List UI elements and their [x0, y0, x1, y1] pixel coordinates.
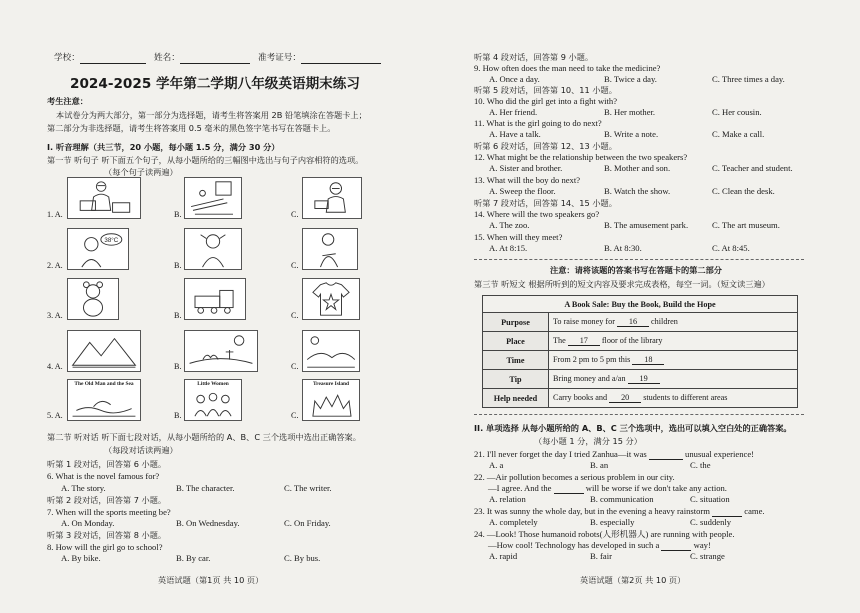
q6-option-b[interactable]: B. The character.	[176, 483, 235, 493]
table-row-head: Help needed	[483, 389, 549, 408]
q6-question: 6. What is the novel famous for?	[47, 471, 160, 481]
q6-cue: 听第 1 段对话，回答第 6 小题。	[47, 459, 167, 469]
picture-1a-man-cooking[interactable]	[67, 177, 141, 219]
table-row-content	[549, 313, 798, 332]
q22-option-c[interactable]: C. situation	[690, 494, 730, 504]
picture-1b-fishing[interactable]	[184, 177, 242, 219]
divider-top	[474, 259, 804, 260]
q12-option-b[interactable]: B. Mother and son.	[604, 163, 671, 173]
q14-cue: 听第 7 段对话，回答第 14、15 小题。	[474, 198, 617, 208]
q5-c-label: C.	[291, 411, 299, 420]
q12-option-c[interactable]: C. Teacher and student.	[712, 163, 793, 173]
picture-1c-reading[interactable]	[302, 177, 362, 219]
q4-c-label: C.	[291, 362, 299, 371]
q23-blank[interactable]	[712, 507, 742, 517]
section1-note: （每个句子读两遍）	[104, 167, 178, 177]
table-row-content	[549, 389, 798, 408]
exam-number-label: 准考证号：	[258, 53, 301, 63]
q22-blank[interactable]	[554, 484, 584, 494]
q1-c-label: C.	[291, 210, 299, 219]
table-row	[483, 389, 798, 408]
q12-option-a[interactable]: A. Sister and brother.	[489, 163, 563, 173]
name-label: 姓名：	[154, 53, 180, 63]
table-title-row	[483, 296, 798, 313]
table-row-head: Tip	[483, 370, 549, 389]
part1-heading: I. 听音理解（共三节，20 小题，每小题 1.5 分，满分 30 分）	[47, 142, 280, 152]
table-row-content	[549, 351, 798, 370]
thermometer-reading: 38°C	[104, 236, 119, 244]
q24-line-2: —How cool! Technology has developed in such a way!	[488, 540, 711, 550]
q10-option-a[interactable]: A. Her friend.	[489, 107, 538, 117]
q11-question: 11. What is the girl going to do next?	[474, 118, 602, 128]
q9-option-c[interactable]: C. Three times a day.	[712, 74, 785, 84]
q21-question: 21. I'll never forget the day I tried Zanhua—it was unusual experience!	[474, 449, 755, 459]
q1-b-label: B.	[174, 210, 182, 219]
table-row	[483, 351, 798, 370]
q4-label: 4. A.	[47, 362, 63, 371]
q8-option-b[interactable]: B. By car.	[176, 553, 211, 563]
q6-option-a[interactable]: A. The story.	[61, 483, 106, 493]
q14-option-a[interactable]: A. The zoo.	[489, 220, 530, 230]
q4-b-label: B.	[174, 362, 182, 371]
book-title-old-man-and-the-sea: The Old Man and the Sea	[74, 381, 134, 387]
q11-option-b[interactable]: B. Write a note.	[604, 129, 659, 139]
answer-blank-18[interactable]: 18	[632, 355, 664, 365]
q15-option-c[interactable]: C. At 8:45.	[712, 243, 750, 253]
footer-page-2: 英语试题（第2页 共 10 页）	[580, 575, 686, 585]
q24-line-1: 24. —Look! Those humanoid robots(人形机器人) are running with people.	[474, 529, 735, 539]
q13-option-c[interactable]: C. Clean the desk.	[712, 186, 775, 196]
picture-4c-grassland[interactable]	[302, 330, 360, 372]
book-title-treasure-island: Treasure Island	[312, 381, 350, 387]
q5-label: 5. A.	[47, 411, 63, 420]
q3-label: 3. A.	[47, 311, 63, 320]
table-row	[483, 313, 798, 332]
q1-label: 1. A.	[47, 210, 63, 219]
q7-option-c[interactable]: C. On Friday.	[284, 518, 331, 528]
row-text-before: The	[553, 336, 566, 345]
q24-option-a[interactable]: A. rapid	[489, 551, 518, 561]
q7-option-b[interactable]: B. On Wednesday.	[176, 518, 240, 528]
q11-option-c[interactable]: C. Make a call.	[712, 129, 765, 139]
table-row-head: Place	[483, 332, 549, 351]
q3-c-label: C.	[291, 311, 299, 320]
q6-option-c[interactable]: C. The writer.	[284, 483, 332, 493]
q7-question: 7. When will the sports meeting be?	[47, 507, 171, 517]
q11-option-a[interactable]: A. Have a talk.	[489, 129, 541, 139]
q8-question: 8. How will the girl go to school?	[47, 542, 163, 552]
answer-blank-16[interactable]: 16	[617, 317, 649, 327]
q12-question: 12. What might be the relationship between the two speakers?	[474, 152, 688, 162]
q22-line-1: 22. —Air pollution becomes a serious problem in our city.	[474, 472, 675, 482]
answer-blank-19[interactable]: 19	[628, 374, 660, 384]
section2-heading: 第二节 听对话 听下面七段对话，从每小题所给的 A、B、C 三个选项中选出正确答案。	[47, 432, 361, 442]
answer-sheet-notice: 注意：请将该题的答案书写在答题卡的第二部分	[550, 265, 722, 275]
name-blank[interactable]	[180, 54, 250, 64]
q7-option-a[interactable]: A. On Monday.	[61, 518, 115, 528]
table-row	[483, 370, 798, 389]
picture-3b-toy-train[interactable]	[184, 278, 246, 320]
footer-page-1: 英语试题（第1页 共 10 页）	[158, 575, 264, 585]
section3-heading: 第三节 听短文 根据所听到的短文内容及要求完成表格，每空一词。（短文读三遍）	[474, 279, 770, 289]
q10-option-c[interactable]: C. Her cousin.	[712, 107, 762, 117]
q3-b-label: B.	[174, 311, 182, 320]
section1-heading: 第一节 听句子 听下面五个句子，从每小题所给的三幅图中选出与句子内容相符的选项。	[47, 155, 364, 165]
q13-option-a[interactable]: A. Sweep the floor.	[489, 186, 556, 196]
row-text-after: students to different areas	[643, 393, 728, 402]
q2-label: 2. A.	[47, 261, 63, 270]
table-row-content	[549, 370, 798, 389]
q9-option-b[interactable]: B. Twice a day.	[604, 74, 657, 84]
q10-question: 10. Who did the girl get into a fight with?	[474, 96, 618, 106]
q12-cue: 听第 6 段对话，回答第 12、13 小题。	[474, 141, 617, 151]
q21-blank[interactable]	[649, 450, 683, 460]
q22-option-b[interactable]: B. communication	[590, 494, 654, 504]
q14-option-c[interactable]: C. The art museum.	[712, 220, 780, 230]
q9-option-a[interactable]: A. Once a day.	[489, 74, 540, 84]
part2-note: （每小题 1 分，满分 15 分）	[534, 436, 642, 446]
student-info-row	[54, 53, 381, 64]
q8-option-c[interactable]: C. By bus.	[284, 553, 321, 563]
divider-bottom	[474, 414, 804, 415]
row-text-before: To raise money for	[553, 317, 615, 326]
notice-line-1: 本试卷分为两大部分，第一部分为选择题，请考生将答案用 2B 铅笔填涂在答题卡上；	[56, 110, 367, 120]
right-page	[430, 0, 860, 613]
q2-c-label: C.	[291, 261, 299, 270]
picture-2b-headache[interactable]	[184, 228, 242, 270]
section2-note: （每段对话读两遍）	[104, 445, 178, 455]
q8-cue: 听第 3 段对话，回答第 8 小题。	[47, 530, 167, 540]
q7-cue: 听第 2 段对话，回答第 7 小题。	[47, 495, 167, 505]
picture-5a-old-man-sea-book[interactable]	[67, 379, 141, 421]
row-text-before: From 2 pm to 5 pm this	[553, 355, 631, 364]
q23-option-b[interactable]: B. especially	[590, 517, 635, 527]
picture-4b-desert-camels[interactable]	[184, 330, 258, 372]
picture-3a-teddy-bear[interactable]	[67, 278, 119, 320]
q10-cue: 听第 5 段对话，回答第 10、11 小题。	[474, 85, 617, 95]
q5-b-label: B.	[174, 411, 182, 420]
q24-option-b[interactable]: B. fair	[590, 551, 612, 561]
q21-option-b[interactable]: B. an	[590, 460, 609, 470]
q23-option-c[interactable]: C. suddenly	[690, 517, 732, 527]
q24-blank[interactable]	[661, 541, 691, 551]
table-row-head: Time	[483, 351, 549, 370]
row-text-before: Bring money and a/an	[553, 374, 626, 383]
school-label: 学校：	[54, 53, 80, 63]
table-row-head: Purpose	[483, 313, 549, 332]
book-title-little-women: Little Women	[197, 381, 229, 387]
q9-question: 9. How often does the man need to take the medicine?	[474, 63, 661, 73]
q14-question: 14. Where will the two speakers go?	[474, 209, 600, 219]
table-title: A Book Sale: Buy the Book, Build the Hope	[483, 296, 798, 313]
q15-option-a[interactable]: A. At 8:15.	[489, 243, 528, 253]
q23-option-a[interactable]: A. completely	[489, 517, 538, 527]
q21-option-a[interactable]: A. a	[489, 460, 504, 470]
picture-5c-treasure-island-book[interactable]	[302, 379, 360, 421]
q2-b-label: B.	[174, 261, 182, 270]
notice-heading: 考生注意：	[47, 96, 88, 106]
book-sale-table	[482, 295, 798, 408]
q21-option-c[interactable]: C. the	[690, 460, 711, 470]
row-text-after: children	[651, 317, 678, 326]
q23-question: 23. It was sunny the whole day, but in the evening a heavy rainstorm came.	[474, 506, 765, 516]
q9-cue: 听第 4 段对话，回答第 9 小题。	[474, 52, 594, 62]
picture-4a-mountains[interactable]	[67, 330, 141, 372]
q24-option-c[interactable]: C. strange	[690, 551, 725, 561]
q13-question: 13. What will the boy do next?	[474, 175, 581, 185]
picture-2c-stomachache[interactable]	[302, 228, 358, 270]
q8-option-a[interactable]: A. By bike.	[61, 553, 101, 563]
table-row	[483, 332, 798, 351]
table-row-content	[549, 332, 798, 351]
school-blank[interactable]	[80, 54, 146, 64]
q14-option-b[interactable]: B. The amusement park.	[604, 220, 689, 230]
answer-blank-17[interactable]: 17	[568, 336, 600, 346]
row-text-after: floor of the library	[601, 336, 663, 345]
exam-title: 2024-2025 学年第二学期八年级英语期末练习	[70, 76, 360, 92]
picture-2a-fever[interactable]	[67, 228, 129, 270]
q15-option-b[interactable]: B. At 8:30.	[604, 243, 642, 253]
q15-question: 15. When will they meet?	[474, 232, 563, 242]
q10-option-b[interactable]: B. Her mother.	[604, 107, 656, 117]
answer-blank-20[interactable]: 20	[609, 393, 641, 403]
row-text-before: Carry books and	[553, 393, 608, 402]
q22-option-a[interactable]: A. relation	[489, 494, 526, 504]
part2-heading: II. 单项选择 从每小题所给的 A、B、C 三个选项中，选出可以填入空白处的正确答案。	[474, 423, 792, 433]
q13-option-b[interactable]: B. Watch the show.	[604, 186, 671, 196]
picture-3c-t-shirt[interactable]	[302, 278, 360, 320]
q22-line-2: —I agree. And the will be worse if we don't take any action.	[488, 483, 727, 493]
picture-5b-little-women-book[interactable]	[184, 379, 242, 421]
exam-number-blank[interactable]	[301, 54, 381, 64]
notice-line-2: 第二部分为非选择题，请考生将答案用 0.5 毫米的黑色签字笔书写在答题卡上。	[47, 123, 336, 133]
